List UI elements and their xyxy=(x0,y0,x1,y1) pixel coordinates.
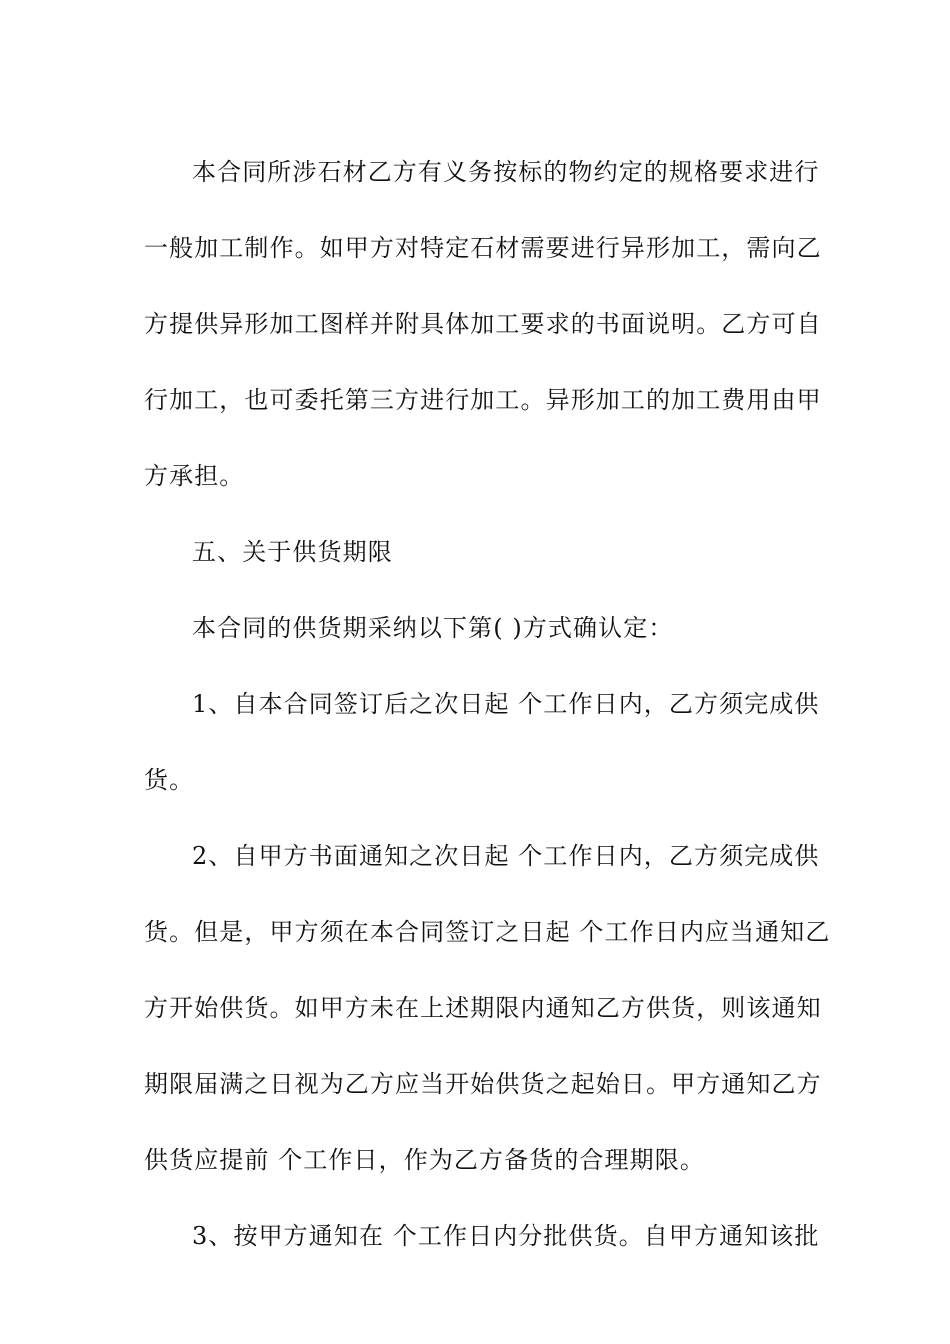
list-item-3: 3、按甲方通知在 个工作日内分批供货。自甲方通知该批 xyxy=(192,1222,820,1250)
text-line: 供货应提前 个工作日，作为乙方备货的合理期限。 xyxy=(144,1146,705,1174)
text-line: 一般加工制作。如甲方对特定石材需要进行异形加工，需向乙 xyxy=(144,234,822,262)
text-line: 期限届满之日视为乙方应当开始供货之起始日。甲方通知乙方 xyxy=(144,1070,822,1098)
list-item-1: 1、自本合同签订后之次日起 个工作日内，乙方须完成供 xyxy=(192,690,820,718)
text-line: 本合同所涉石材乙方有义务按标的物约定的规格要求进行 xyxy=(192,158,820,186)
text-line: 本合同的供货期采纳以下第( )方式确认定： xyxy=(192,614,674,642)
document-body xyxy=(144,134,831,1274)
text-line: 方提供异形加工图样并附具体加工要求的书面说明。乙方可自 xyxy=(144,310,822,338)
text-line: 行加工，也可委托第三方进行加工。异形加工的加工费用由甲 xyxy=(144,386,822,414)
section-heading: 五、关于供货期限 xyxy=(192,538,393,566)
text-line: 方承担。 xyxy=(144,462,245,490)
text-line: 方开始供货。如甲方未在上述期限内通知乙方供货，则该通知 xyxy=(144,994,822,1022)
text-line: 货。 xyxy=(144,766,195,794)
list-item-2: 2、自甲方书面通知之次日起 个工作日内，乙方须完成供 xyxy=(192,842,820,870)
text-line: 货。但是，甲方须在本合同签订之日起 个工作日内应当通知乙 xyxy=(144,918,831,946)
